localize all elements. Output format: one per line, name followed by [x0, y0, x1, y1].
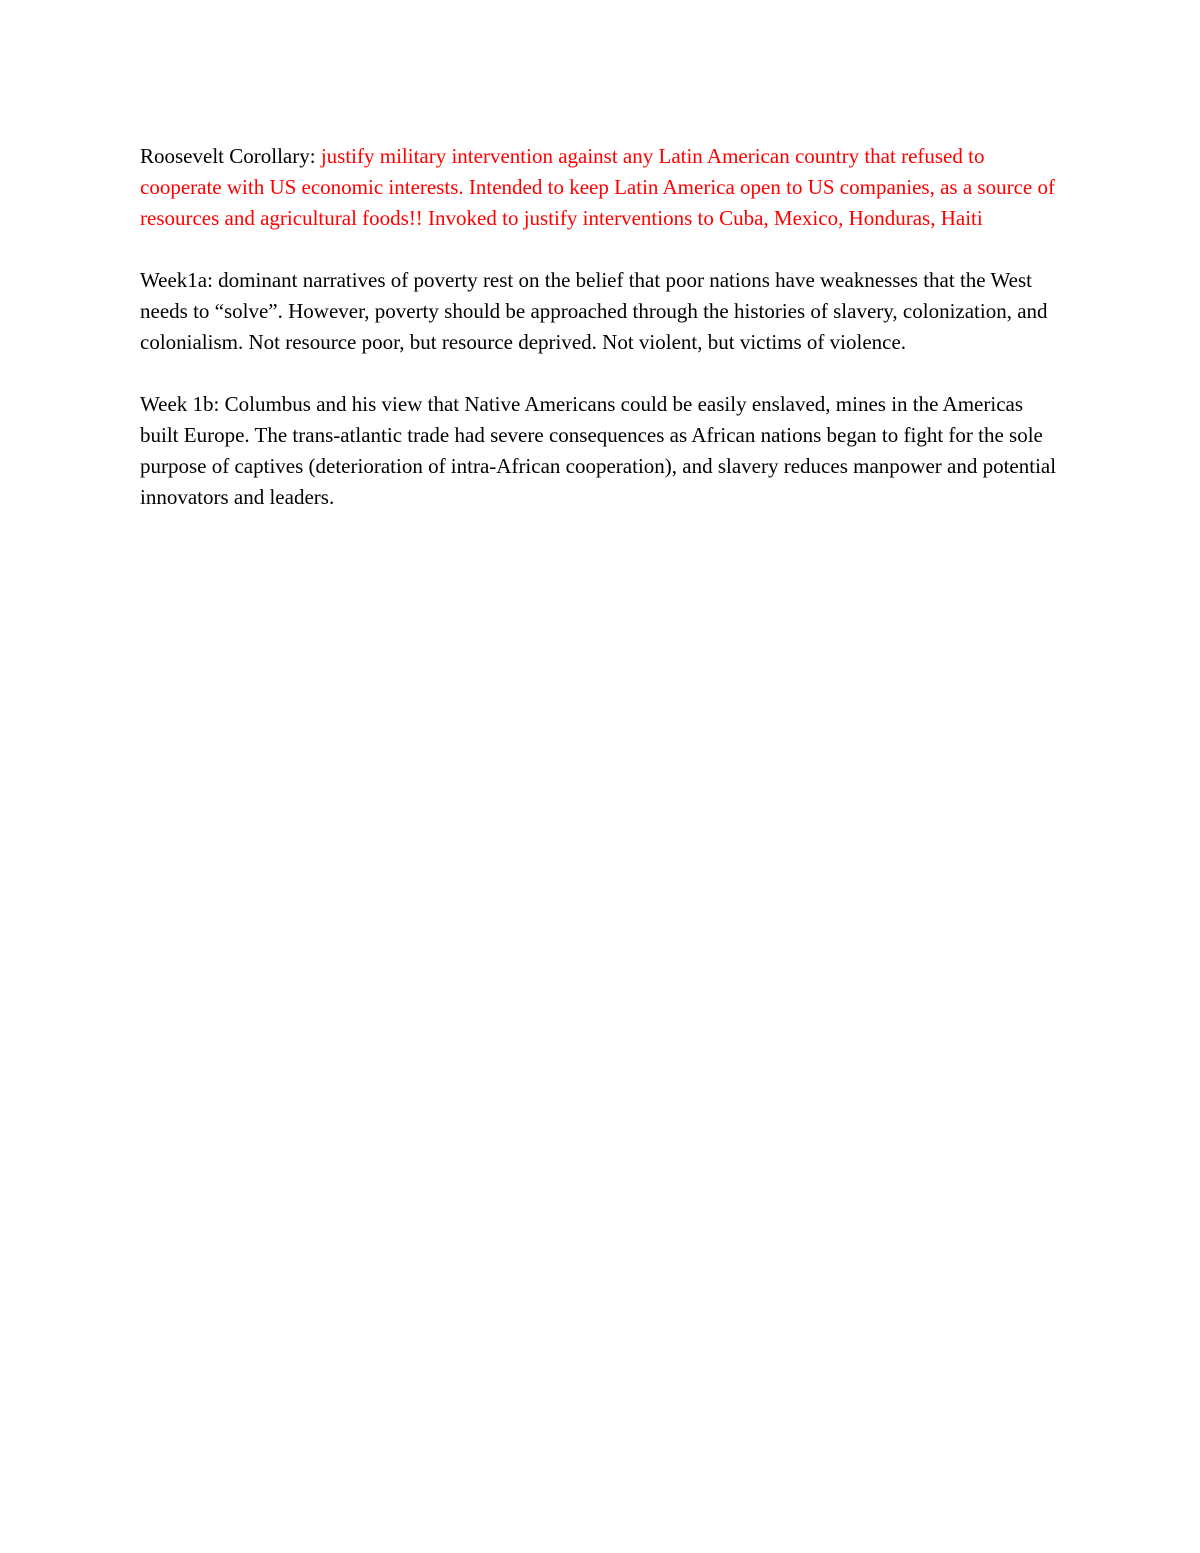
paragraph-roosevelt-corollary [140, 141, 1065, 234]
paragraph-highlighted-text: justify military intervention against any Latin American country that refused to cooperate with US economic interests. Intended to keep Latin America open to US companies, as a source of resources and agricultural foods!! Invoked to justify interventions to Cuba, Mexico, Honduras, Haiti [140, 144, 1055, 230]
paragraph-week-1b: Week 1b: Columbus and his view that Native Americans could be easily enslaved, mines in the Americas built Europe. The trans-atlantic trade had severe consequences as African nations began to fight for the sole purpose of captives (deterioration of intra-African cooperation), and slavery reduces manpower and potential innovators and leaders. [140, 392, 1057, 509]
paragraph-heading: Roosevelt Corollary: [140, 144, 321, 168]
document-body [140, 141, 1065, 544]
paragraph-week-1a: Week1a: dominant narratives of poverty rest on the belief that poor nations have weaknesses that the West needs to “solve”. However, poverty should be approached through the histories of slavery, colonization, and colonialism. Not resource poor, but resource deprived. Not violent, but victims of violence. [140, 268, 1048, 354]
